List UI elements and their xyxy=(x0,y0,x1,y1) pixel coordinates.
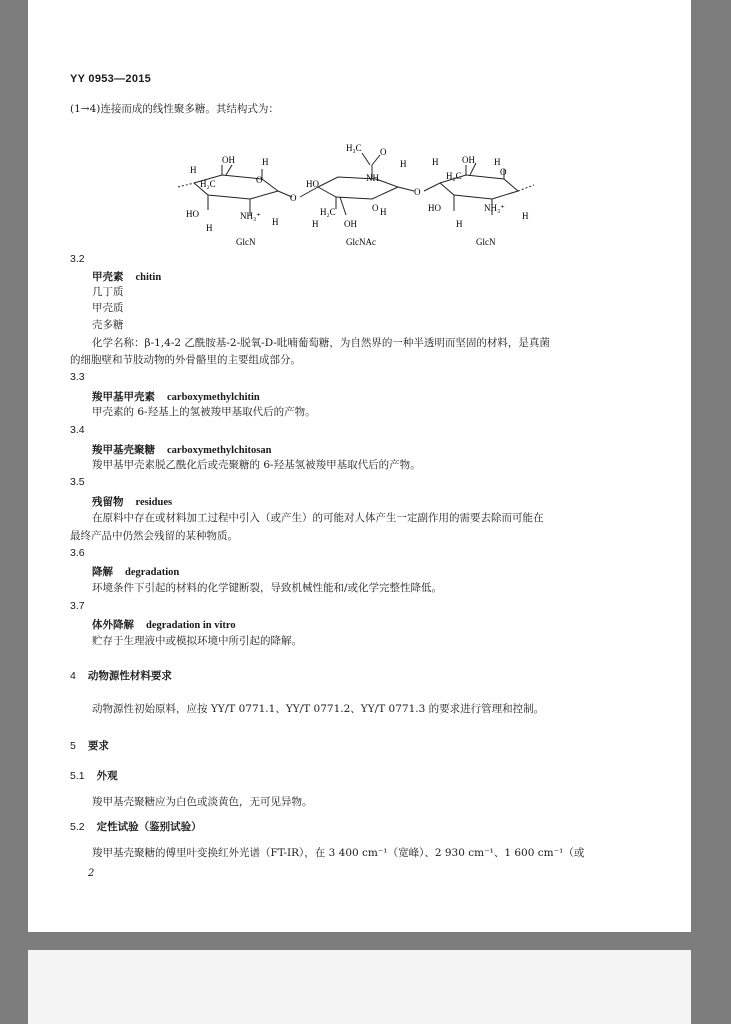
atom-label: OH xyxy=(344,219,357,229)
atom-label: HO xyxy=(186,209,199,219)
atom-label: H₂C xyxy=(200,179,216,189)
atom-label: HO xyxy=(306,179,319,189)
clause-number: 3.4 xyxy=(70,424,85,436)
term-title: 羧甲基甲壳素 carboxymethylchitin xyxy=(92,391,260,403)
term-definition: 化学名称：β-1,4-2 乙酰胺基-2-脱氧-D-吡喃葡萄糖，为自然界的一种半透明而坚固的材料，是真菌 xyxy=(92,337,550,349)
term-synonym: 几丁质 xyxy=(92,286,124,298)
page-number: 2 xyxy=(88,868,95,879)
term-title: 甲壳素 chitin xyxy=(92,271,162,283)
chemical-structure xyxy=(0,135,731,255)
term-synonym: 壳多糖 xyxy=(92,319,124,331)
standard-number-header: YY 0953—2015 xyxy=(70,73,152,85)
residue-label-glcn-2: GlcN xyxy=(476,237,496,247)
atom-label: O xyxy=(414,187,421,197)
atom-label: NH₃⁺ xyxy=(484,203,505,213)
section-heading: 5.2 定性试验（鉴别试验） xyxy=(70,821,202,833)
term-definition: 最终产品中仍然会残留的某种物质。 xyxy=(70,530,238,542)
atom-label: NH₃⁺ xyxy=(240,211,261,221)
atom-label: H xyxy=(522,211,529,221)
atom-label: H xyxy=(190,165,197,175)
clause-number: 3.3 xyxy=(70,371,85,383)
clause-number: 3.5 xyxy=(70,476,85,488)
atom-label: H₃C xyxy=(346,143,362,153)
chapter-text: 动物源性初始原料，应按 YY/T 0771.1、YY/T 0771.2、YY/T 0771.3 的要求进行管理和控制。 xyxy=(92,703,545,715)
section-text: 羧甲基壳聚糖应为白色或淡黄色，无可见异物。 xyxy=(92,796,313,808)
term-definition: 环境条件下引起的材料的化学键断裂，导致机械性能和/或化学完整性降低。 xyxy=(92,582,443,594)
chapter-heading: 4 动物源性材料要求 xyxy=(70,670,172,682)
term-definition: 的细胞壁和节肢动物的外骨骼里的主要组成部分。 xyxy=(70,354,301,366)
atom-label: O xyxy=(372,203,379,213)
next-page-preview xyxy=(28,950,691,1024)
atom-label: H xyxy=(456,219,463,229)
atom-label: H xyxy=(206,223,213,233)
term-definition: 甲壳素的 6-羟基上的氢被羧甲基取代后的产物。 xyxy=(92,406,316,418)
atom-label: H xyxy=(272,217,279,227)
term-title: 体外降解 degradation in vitro xyxy=(92,619,236,631)
atom-label: NH xyxy=(366,173,379,183)
clause-number: 3.2 xyxy=(70,253,85,265)
clause-number: 3.7 xyxy=(70,600,85,612)
atom-label: H₂C xyxy=(320,207,336,217)
section-heading: 5.1 外观 xyxy=(70,770,118,782)
clause-number: 3.6 xyxy=(70,547,85,559)
term-title: 残留物 residues xyxy=(92,496,173,508)
intro-text: (1→4)连接而成的线性聚多糖。其结构式为： xyxy=(70,103,279,115)
term-definition: 贮存于生理液中或模拟环境中所引起的降解。 xyxy=(92,635,302,647)
atom-label: H xyxy=(494,157,501,167)
atom-label: H xyxy=(262,157,269,167)
term-title: 降解 degradation xyxy=(92,566,180,578)
atom-label: O xyxy=(500,167,507,177)
atom-label: O xyxy=(256,175,263,185)
atom-label: O xyxy=(290,193,297,203)
residue-label-glcnac: GlcNAc xyxy=(346,237,376,247)
atom-label: OH xyxy=(462,155,475,165)
atom-label: OH xyxy=(222,155,235,165)
section-text: 羧甲基壳聚糖的傅里叶变换红外光谱（FT-IR），在 3 400 cm⁻¹（宽峰）、2 930 cm⁻¹、1 600 cm⁻¹（或 xyxy=(92,847,585,859)
atom-label: H xyxy=(432,157,439,167)
atom-label: H xyxy=(312,219,319,229)
atom-label: H xyxy=(380,207,387,217)
term-synonym: 甲壳质 xyxy=(92,302,124,314)
residue-label-glcn-1: GlcN xyxy=(236,237,256,247)
term-title: 羧甲基壳聚糖 carboxymethylchitosan xyxy=(92,444,272,456)
atom-label: HO xyxy=(428,203,441,213)
atom-label: O xyxy=(380,147,387,157)
atom-label: H₂C xyxy=(446,171,462,181)
chapter-heading: 5 要求 xyxy=(70,740,109,752)
atom-label: H xyxy=(400,159,407,169)
term-definition: 在原料中存在或材料加工过程中引入（或产生）的可能对人体产生一定副作用的需要去除而可能在 xyxy=(92,512,544,524)
term-definition: 羧甲基甲壳素脱乙酰化后或壳聚糖的 6-羟基氢被羧甲基取代后的产物。 xyxy=(92,459,421,471)
